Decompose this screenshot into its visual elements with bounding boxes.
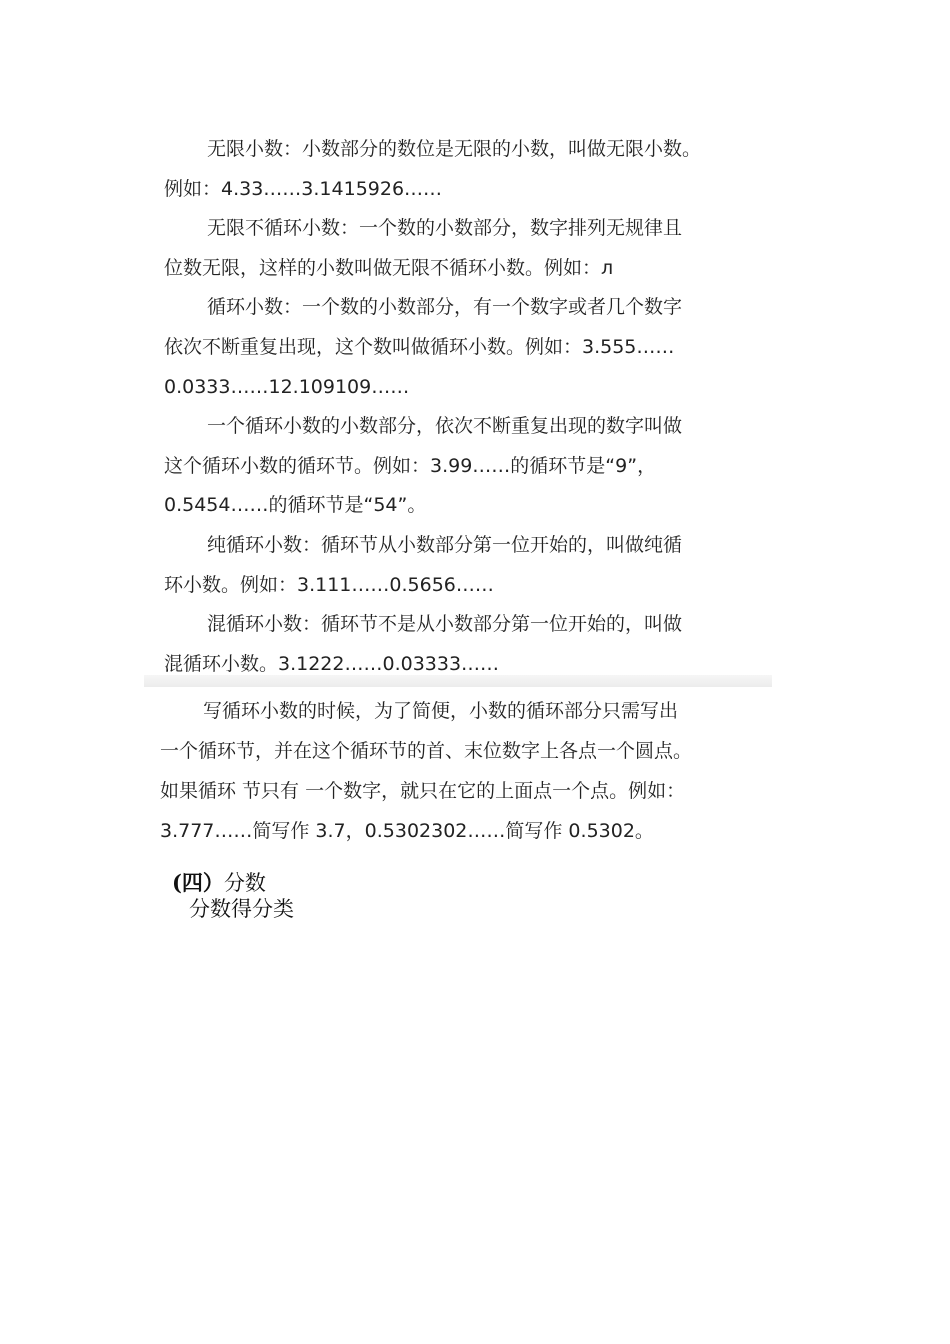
text-line: 0.5454……的循环节是“54”。 — [164, 494, 427, 516]
text-line: 无限小数：小数部分的数位是无限的小数，叫做无限小数。 — [207, 138, 702, 160]
image-divider — [144, 675, 772, 687]
text-line: 环小数。例如：3.111……0.5656…… — [164, 574, 494, 596]
text-line: 0.0333……12.109109…… — [164, 376, 410, 398]
text-line: 纯循环小数：循环节从小数部分第一位开始的，叫做纯循 — [207, 534, 683, 556]
text-line: 循环小数：一个数的小数部分，有一个数字或者几个数字 — [207, 296, 683, 318]
section-subtitle: 分数得分类 — [189, 897, 294, 921]
section-title: 分数 — [223, 871, 266, 895]
section-heading — [172, 871, 266, 895]
text-line: 一个循环节，并在这个循环节的首、末位数字上各点一个圆点。 — [160, 740, 693, 762]
text-line: 位数无限，这样的小数叫做无限不循环小数。例如：л — [164, 257, 614, 279]
text-line: 依次不断重复出现，这个数叫做循环小数。例如：3.555…… — [164, 336, 675, 358]
text-line: 如果循环 节只有 一个数字，就只在它的上面点一个点。例如： — [160, 780, 686, 802]
section-number: (四） — [172, 870, 224, 895]
text-line: 混循环小数：循环节不是从小数部分第一位开始的，叫做 — [207, 613, 683, 635]
text-line: 例如：4.33……3.1415926…… — [164, 178, 443, 200]
text-line: 混循环小数。3.1222……0.03333…… — [164, 653, 500, 675]
text-line: 3.777……简写作 3.7，0.5302302……简写作 0.5302。 — [160, 820, 654, 842]
text-line: 无限不循环小数：一个数的小数部分，数字排列无规律且 — [207, 217, 683, 239]
text-line: 一个循环小数的小数部分，依次不断重复出现的数字叫做 — [207, 415, 683, 437]
text-line: 这个循环小数的循环节。例如：3.99……的循环节是“9”， — [164, 455, 657, 477]
text-line: 写循环小数的时候，为了简便，小数的循环部分只需写出 — [203, 700, 679, 722]
